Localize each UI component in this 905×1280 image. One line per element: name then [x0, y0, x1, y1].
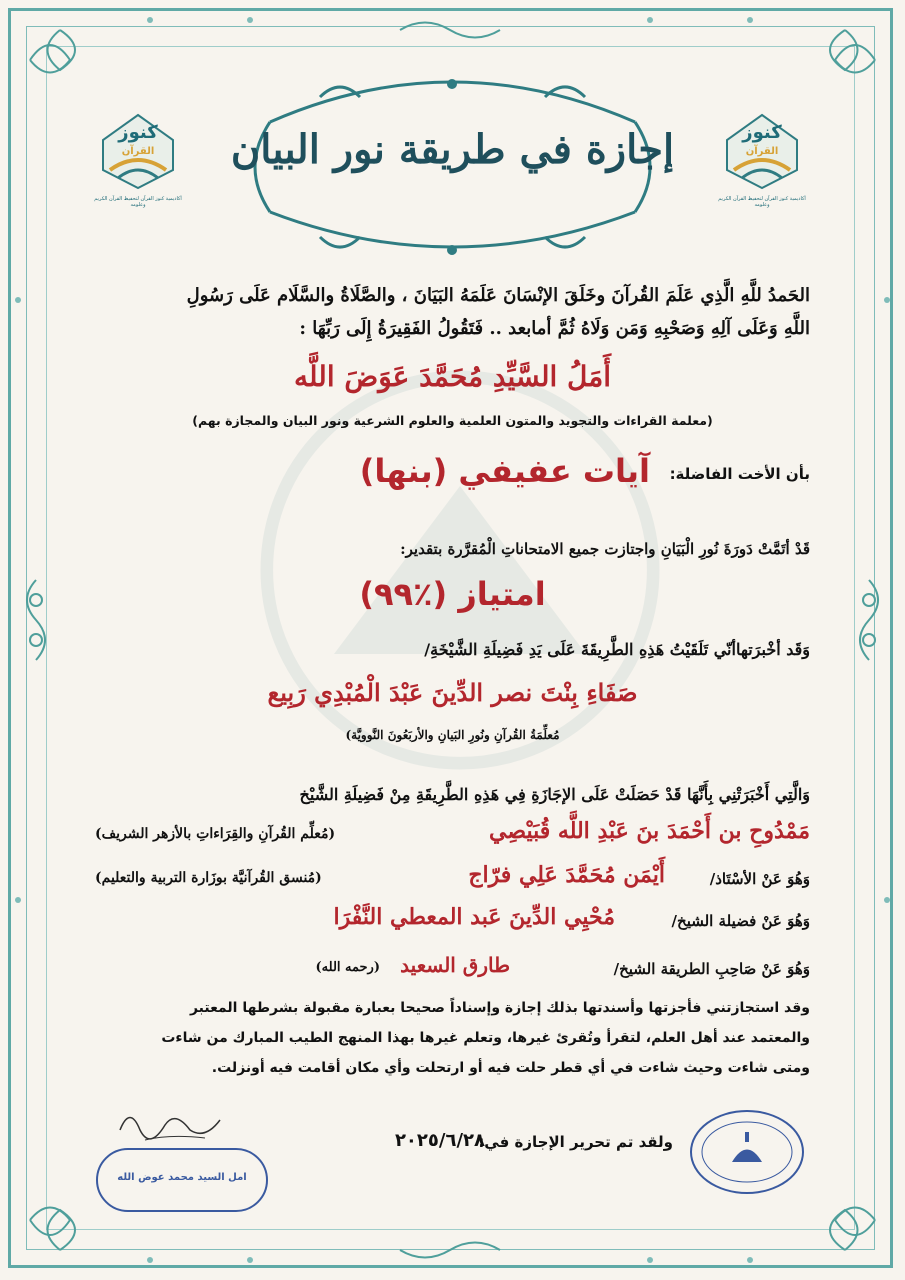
signature-scribble-icon	[110, 1100, 230, 1150]
closing-line-2: والمعتمد عند أهل العلم، لتقرأ وتُقرئ غيرها، وتعلم غيرها بهذا المنهج الطيب المبارك من شاءت	[161, 1030, 810, 1046]
grantor-title: (معلمة القراءات والتجويد والمتون العلمية والعلوم الشرعية ونور البيان والمجازة بهم)	[192, 413, 713, 428]
logo-caption: أكاديمية كنوز القرآن لتحفيظ القرآن الكريم وعلومه	[718, 196, 806, 208]
intro-line-1: الحَمدُ للَّهِ الَّذِي عَلَمَ القُرآنَ وخَلَقَ الإنْسَانَ عَلَمَهُ البَيَانَ ، والصَّلَاةُ والسَّلَام عَلَى رَسُولِ	[186, 285, 810, 306]
sheikh4-note: (رحمه الله)	[315, 960, 380, 975]
closing-line-3: ومتى شاءت وحيث شاءت في أي قطر حلت فيه أو ارتحلت وأي مكان أقامت فيه أونزلت.	[211, 1060, 810, 1076]
intro-line-2: اللَّهِ وَعَلَى آلِهِ وَصَحْبِهِ وَمَن وَلَاهُ ثُمَّ أمابعد .. فَتَقُولُ الفَقِيرَةُ إِلَى رَبِّهَا :	[299, 318, 810, 339]
chain-intro: وَقَد أخْبرَتهاأنّي تَلَقَيْتُ هَذِهِ الطَّرِيقَةَ عَلَى يَدِ فَضِيلَةِ الشَّيْخَةِ/	[424, 640, 810, 659]
title-ornament	[230, 62, 675, 262]
mosque-dome-icon	[692, 1112, 802, 1192]
logo-sub: القرآن	[745, 146, 779, 157]
logo-name: كنوز	[118, 122, 158, 143]
sheikh2-prefix: وَهُوَ عَنْ الأسْتَاذ/	[709, 870, 810, 888]
sheikh2-title: (مُنسق القُرآنيَّة بوزَارة التربية والتعليم)	[95, 870, 322, 886]
academy-stamp	[690, 1110, 804, 1194]
closing-line-1: وقد استجازتني فأجزتها وأسندتها بذلك إجازة وإسناداً صحيحا بعبارة مقبولة بشرطها المعتبر	[189, 1000, 810, 1016]
student-prefix: بأن الأخت الفاضلة:	[669, 465, 810, 483]
sheikh4-prefix: وَهُوَ عَنْ صَاحِبِ الطريقة الشيخ/	[613, 960, 810, 978]
grantor-name: أَمَلُ السَّيِّدِ مُحَمَّدَ عَوَضَ اللَّه	[294, 360, 611, 393]
academy-logo-right	[718, 110, 806, 208]
logo-name: كنوز	[742, 122, 782, 143]
logo-sub: القرآن	[121, 146, 155, 157]
sheikh4-name: طارق السعيد	[400, 953, 510, 977]
academy-logo-left	[94, 110, 182, 208]
completion-line: قَدْ أتَمَّتْ دَورَةَ نُورِ الْبَيَانِ واجتازت جميع الامتحاناتِ الْمُقرَّرة بتقدير:	[400, 540, 810, 558]
teacher-name: صَفَاءِ بِنْتَ نصر الدِّينَ عَبْدَ الْمُبْدِي رَبِيع	[267, 678, 638, 707]
teacher-title: مُعلِّمَةُ القُرآنِ ونُورِ البَيانِ والأربَعُونَ النَّوويَّة)	[345, 728, 560, 742]
sheikh3-name: مُحْيِي الدِّينَ عَبد المعطي النَّفْرَا	[333, 904, 615, 930]
date-label: ولقد تم تحرير الإجازة في:	[478, 1133, 673, 1151]
sheikh1-title: (مُعلِّم القُرآنِ والقِرَاءاتِ بالأزهر الشريف)	[95, 826, 336, 842]
sheikh1-name: مَمْدُوحِ بن أَحْمَدَ بنَ عَبْدِ اللَّه قُبَيْصِي	[489, 818, 810, 844]
logo-caption: أكاديمية كنوز القرآن لتحفيظ القرآن الكريم وعلومه	[94, 196, 182, 208]
signature-stamp	[96, 1148, 268, 1212]
certificate-title: إجازة في طريقة نور البيان	[230, 126, 675, 173]
sheikh2-name: أَيْمَن مُحَمَّدَ عَلِي فرّاج	[468, 862, 665, 888]
signature-stamp-text: امل السيد محمد عوض الله	[117, 1172, 247, 1183]
sheikh3-prefix: وَهُوَ عَنْ فضيلة الشيخ/	[671, 912, 810, 930]
grade: امتياز (٪٩٩)	[359, 575, 546, 613]
date-value: ٢٠٢٥/٦/٢٨	[394, 1130, 485, 1151]
student-name: آيات عفيفي (بنها)	[359, 452, 650, 490]
handwritten-signature	[110, 1100, 230, 1150]
chain-line-2: وَالَّتِي أَخْبَرَتْنِي بِأَنَّهَا قَدْ حَصَلَتْ عَلَى الإجَازَةِ فِي هَذِهِ الطَّرِيقَةِ مِنْ فَضِيلَةِ الشَّيْخ	[299, 785, 810, 804]
